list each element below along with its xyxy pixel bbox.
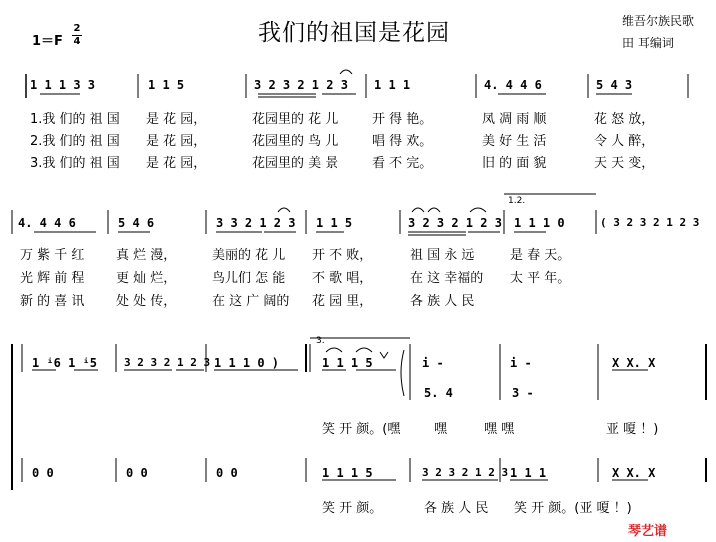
row3-bottom-m3: 0 0 xyxy=(216,466,238,480)
row1-v2-d: 唱 得 欢。 xyxy=(372,134,433,149)
row2-v2-c: 鸟儿们 怎 能 xyxy=(212,271,286,286)
row3-bottom-lyric-2: 各 族 人 民 xyxy=(424,501,489,516)
row2-v3-b: 处 处 传， xyxy=(116,294,177,309)
row1-v3-c: 花园里的 美 景 xyxy=(252,156,339,171)
row3-slur xyxy=(326,348,342,352)
row3-upper-m2: 3 2 3 2 1 2 3 xyxy=(124,356,211,369)
row3-bottom-m4: 1 1 1 5 xyxy=(322,466,373,480)
row1-v1-c: 花园里的 花 儿 xyxy=(252,112,339,127)
row3-lower-m6: 3 - xyxy=(512,386,534,400)
row1-slur xyxy=(340,70,352,74)
row2-v2-b: 更 灿 烂， xyxy=(116,271,177,286)
row2-v2-e: 在 这 幸福的 xyxy=(410,271,484,286)
row2-volta-label: 1.2. xyxy=(508,196,526,206)
row2-measure-1: 4. 4 4 6 xyxy=(18,216,76,230)
row3-volta-label: 3. xyxy=(316,336,325,346)
row2-slur xyxy=(470,208,486,212)
row2-v3-a: 新 的 喜 讯 xyxy=(20,294,85,309)
watermark-logo: 琴艺谱 xyxy=(628,524,668,539)
row1-v2-a: 2.我 们的 祖 国 xyxy=(30,134,120,149)
row2-v1-c: 美丽的 花 儿 xyxy=(212,248,286,263)
row3-upper-m3: 1 1 1 0 ) xyxy=(214,356,280,370)
row1-measure-6: 5 4 3 xyxy=(596,78,633,92)
row3-upper-m4: 1 1 1 5 xyxy=(322,356,373,370)
row2-measure-4: 1 1 5 xyxy=(316,216,353,230)
row1-v1-f: 花 怒 放， xyxy=(594,112,655,127)
row3-lower-m5: 5. 4 xyxy=(424,386,453,400)
row2-v1-d: 开 不 败， xyxy=(312,248,373,263)
row3-upper-lyric-1: 笑 开 颜。(嘿 xyxy=(322,422,401,437)
row3-upper-m7: X X. X xyxy=(612,356,656,370)
row1-v2-b: 是 花 园， xyxy=(146,134,207,149)
row3-bottom-m5: 3 2 3 2 1 2 3 xyxy=(422,466,509,479)
row2-slur xyxy=(412,208,424,212)
row2-v2-d: 不 歌 唱， xyxy=(312,271,373,286)
row1-measure-1: 1 1 1 3 3 xyxy=(30,78,96,92)
row2-v1-b: 真 烂 漫， xyxy=(116,248,177,263)
row2-measure-5: 3 2 3 2 1 2 3 xyxy=(408,216,502,230)
row2-v1-f: 是 春 天。 xyxy=(510,248,571,263)
row1-measure-5: 4. 4 4 6 xyxy=(484,78,542,92)
row3-breath-mark xyxy=(380,352,388,358)
meter-top: 2 xyxy=(73,23,81,34)
row3-bottom-lyric-1: 笑 开 颜。 xyxy=(322,501,383,516)
row2-v2-a: 光 辉 前 程 xyxy=(20,271,85,286)
row1-v1-a: 1.我 们的 祖 国 xyxy=(30,112,120,127)
row2-v1-e: 祖 国 永 远 xyxy=(410,248,475,263)
row2-v3-c: 在 这 广 阔的 xyxy=(212,294,290,309)
row1-v2-c: 花园里的 鸟 儿 xyxy=(252,134,339,149)
row3-upper-lyric-4: 亚 嗄 ！) xyxy=(606,422,659,437)
meter-bottom: 4 xyxy=(73,36,81,47)
row1-v3-a: 3.我 们的 祖 国 xyxy=(30,156,120,171)
row2-slur xyxy=(278,208,290,212)
row1-v3-f: 天 天 变， xyxy=(594,156,655,171)
row1-v1-b: 是 花 园， xyxy=(146,112,207,127)
row2-measure-2: 5 4 6 xyxy=(118,216,155,230)
row2-slur xyxy=(428,208,440,212)
row3-bottom-m2: 0 0 xyxy=(126,466,148,480)
row1-measure-4: 1 1 1 xyxy=(374,78,411,92)
row1-v3-e: 旧 的 面 貌 xyxy=(482,156,547,171)
row3-upper-m1: 1 ⁱ6 1 ⁱ5 xyxy=(32,356,98,370)
row3-bottom-m7: X X. X xyxy=(612,466,656,480)
row3-upper-m6: i - xyxy=(510,356,532,370)
row3-bottom-m6: 1 1 1 xyxy=(510,466,547,480)
row3-upper-lyric-2: 嘿 xyxy=(434,422,448,437)
row2-measure-7: ( 3 2 3 2 1 2 3 xyxy=(600,216,700,229)
row3-upper-m5: i - xyxy=(422,356,444,370)
row3-bottom-m1: 0 0 xyxy=(32,466,54,480)
row1-v3-d: 看 不 完。 xyxy=(372,156,433,171)
row3-upper-lyric-3: 嘿 嘿 xyxy=(484,422,515,437)
row1-measure-3: 3 2 3 2 1 2 3 xyxy=(254,78,348,92)
row2-measure-3: 3 3 2 1 2 3 xyxy=(216,216,296,230)
row2-measure-6: 1 1 1 0 xyxy=(514,216,565,230)
row1-measure-2: 1 1 5 xyxy=(148,78,185,92)
row1-v2-f: 令 人 醉， xyxy=(594,134,655,149)
credit-song: 维吾尔族民歌 xyxy=(622,14,695,28)
credit-lyrics: 田 耳编词 xyxy=(622,36,674,50)
row1-v3-b: 是 花 园， xyxy=(146,156,207,171)
row2-v2-f: 太 平 年。 xyxy=(510,271,571,286)
row3-slur xyxy=(356,348,372,352)
row3-brace xyxy=(401,350,404,396)
row1-v1-d: 开 得 艳。 xyxy=(372,112,433,127)
row2-v3-d: 花 园 里， xyxy=(312,294,373,309)
key-signature: 1＝F xyxy=(32,34,63,49)
row2-v1-a: 万 紫 千 红 xyxy=(20,248,85,263)
row1-v1-e: 凤 凋 雨 顺 xyxy=(482,112,547,127)
page-title: 我们的祖国是花园 xyxy=(258,20,450,46)
row2-v3-e: 各 族 人 民 xyxy=(410,294,475,309)
row3-bottom-lyric-3: 笑 开 颜。(亚 嗄 ！) xyxy=(514,501,632,516)
row1-v2-e: 美 好 生 活 xyxy=(482,134,547,149)
